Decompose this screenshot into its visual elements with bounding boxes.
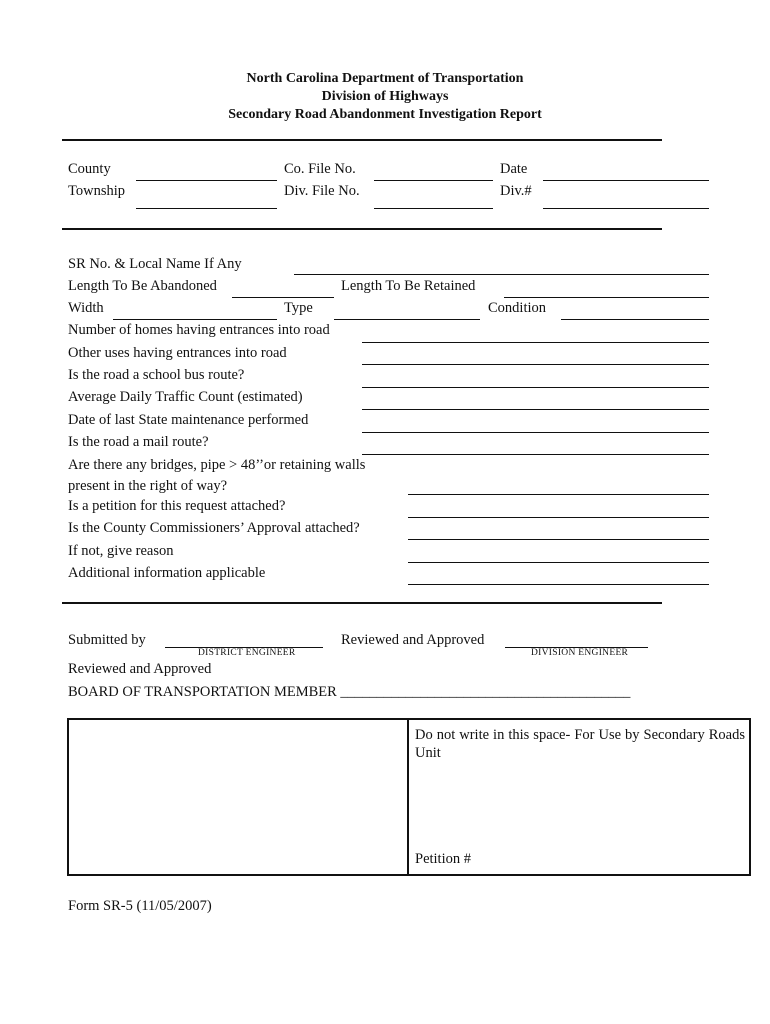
school-bus-field[interactable] bbox=[362, 387, 709, 388]
co-file-no-label: Co. File No. bbox=[284, 161, 356, 177]
co-file-no-field[interactable] bbox=[374, 180, 493, 181]
header-line-2: Division of Highways bbox=[321, 89, 449, 104]
office-use-box bbox=[67, 718, 751, 876]
other-uses-field[interactable] bbox=[362, 364, 709, 365]
sr-no-label: SR No. & Local Name If Any bbox=[68, 256, 242, 272]
length-abandoned-field[interactable] bbox=[232, 297, 334, 298]
homes-label: Number of homes having entrances into road bbox=[68, 322, 330, 338]
sr-no-field[interactable] bbox=[294, 274, 709, 275]
form-id: Form SR-5 (11/05/2007) bbox=[68, 898, 212, 914]
length-retained-field[interactable] bbox=[504, 297, 709, 298]
date-label: Date bbox=[500, 161, 528, 177]
traffic-field[interactable] bbox=[362, 409, 709, 410]
header-line-1: North Carolina Department of Transportation bbox=[246, 71, 524, 86]
length-retained-label: Length To Be Retained bbox=[341, 278, 476, 294]
div-no-label: Div.# bbox=[500, 183, 532, 199]
condition-label: Condition bbox=[488, 300, 547, 316]
district-engineer-caption: DISTRICT ENGINEER bbox=[198, 648, 296, 658]
additional-info-label: Additional information applicable bbox=[68, 565, 266, 581]
reason-label: If not, give reason bbox=[68, 543, 174, 559]
divider-bottom bbox=[62, 602, 662, 604]
county-label: County bbox=[68, 161, 111, 177]
petition-number-label: Petition # bbox=[415, 851, 471, 867]
mail-route-field[interactable] bbox=[362, 454, 709, 455]
school-bus-label: Is the road a school bus route? bbox=[68, 367, 245, 383]
office-use-divider bbox=[407, 718, 409, 876]
div-file-no-field[interactable] bbox=[374, 208, 493, 209]
county-field[interactable] bbox=[136, 180, 277, 181]
other-uses-label: Other uses having entrances into road bbox=[68, 345, 287, 361]
reviewed-approved-label-1: Reviewed and Approved bbox=[341, 632, 485, 648]
commissioners-field[interactable] bbox=[408, 539, 709, 540]
reason-field[interactable] bbox=[408, 562, 709, 563]
divider-middle bbox=[62, 228, 662, 230]
traffic-label: Average Daily Traffic Count (estimated) bbox=[68, 389, 303, 405]
township-label: Township bbox=[68, 183, 125, 199]
bridges-field[interactable] bbox=[408, 494, 709, 495]
width-field[interactable] bbox=[113, 319, 277, 320]
div-file-no-label: Div. File No. bbox=[284, 183, 360, 199]
submitted-by-label: Submitted by bbox=[68, 632, 146, 648]
reviewed-approved-label-2: Reviewed and Approved bbox=[68, 661, 212, 677]
maintenance-field[interactable] bbox=[362, 432, 709, 433]
petition-attached-field[interactable] bbox=[408, 517, 709, 518]
type-field[interactable] bbox=[334, 319, 480, 320]
board-member-label: BOARD OF TRANSPORTATION MEMBER ________________________________________ bbox=[68, 684, 631, 700]
additional-info-field[interactable] bbox=[408, 584, 709, 585]
petition-attached-label: Is a petition for this request attached? bbox=[68, 498, 286, 514]
mail-route-label: Is the road a mail route? bbox=[68, 434, 209, 450]
condition-field[interactable] bbox=[561, 319, 709, 320]
commissioners-label: Is the County Commissioners’ Approval attached? bbox=[68, 520, 360, 536]
divider-top bbox=[62, 139, 662, 141]
office-use-notice: Do not write in this space- For Use by Secondary Roads Unit bbox=[415, 727, 745, 761]
homes-field[interactable] bbox=[362, 342, 709, 343]
maintenance-label: Date of last State maintenance performed bbox=[68, 412, 309, 428]
length-abandoned-label: Length To Be Abandoned bbox=[68, 278, 217, 294]
bridges-label-line-1: Are there any bridges, pipe > 48’’or retaining walls bbox=[68, 457, 366, 473]
date-field[interactable] bbox=[543, 180, 709, 181]
bridges-label-line-2: present in the right of way? bbox=[68, 478, 228, 494]
type-label: Type bbox=[284, 300, 313, 316]
div-no-field[interactable] bbox=[543, 208, 709, 209]
width-label: Width bbox=[68, 300, 104, 316]
division-engineer-caption: DIVISION ENGINEER bbox=[531, 648, 629, 658]
township-field[interactable] bbox=[136, 208, 277, 209]
header-line-3: Secondary Road Abandonment Investigation Report bbox=[228, 107, 542, 122]
